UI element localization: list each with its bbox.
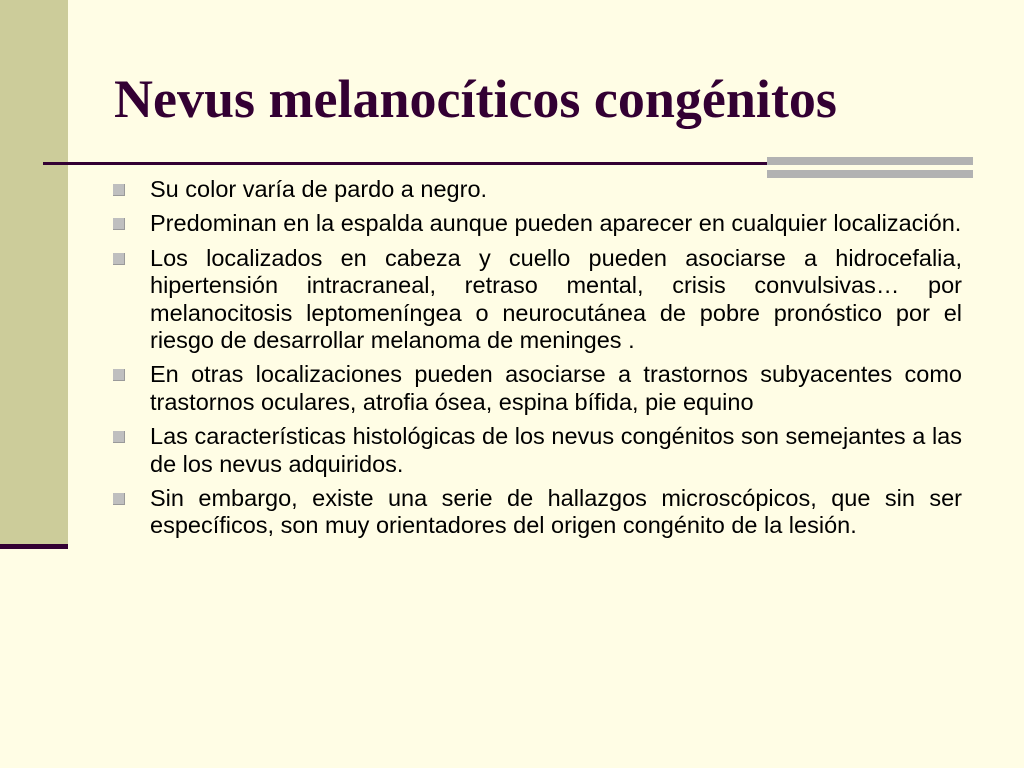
bullet-item	[110, 485, 962, 540]
bullet-text: Sin embargo, existe una serie de hallazgos microscópicos, que sin ser específicos, son muy orientadores del origen congénito de la lesión.	[150, 485, 962, 539]
bullet-item	[110, 361, 962, 416]
square-bullet-icon	[113, 253, 125, 265]
bullet-text: Predominan en la espalda aunque pueden aparecer en cualquier localización.	[150, 210, 962, 237]
bullet-text: Los localizados en cabeza y cuello pueden asociarse a hidrocefalia, hipertensión intracraneal, retraso mental, crisis convulsivas… por melanocitosis leptomeníngea o neurocutánea de pobre pronóstico por el riesgo de desarrollar melanoma de meninges .	[150, 244, 962, 354]
bullet-text: Las características histológicas de los nevus congénitos son semejantes a las de los nevus adquiridos.	[150, 423, 962, 477]
square-bullet-icon	[113, 431, 125, 443]
square-bullet-icon	[113, 184, 125, 196]
accent-double-rule	[767, 157, 973, 178]
bullet-item	[110, 176, 962, 203]
side-band-rule	[0, 544, 68, 549]
bullet-item	[110, 210, 962, 237]
square-bullet-icon	[113, 218, 125, 230]
accent-bar	[767, 157, 973, 165]
bullet-text: En otras localizaciones pueden asociarse a trastornos subyacentes como trastornos oculares, atrofia ósea, espina bífida, pie equino	[150, 361, 962, 415]
slide-title: Nevus melanocíticos congénitos	[114, 69, 837, 129]
square-bullet-icon	[113, 493, 125, 505]
bullet-list	[110, 176, 962, 547]
square-bullet-icon	[113, 369, 125, 381]
bullet-item	[110, 423, 962, 478]
side-band	[0, 0, 68, 545]
bullet-item	[110, 245, 962, 355]
bullet-text: Su color varía de pardo a negro.	[150, 176, 488, 202]
